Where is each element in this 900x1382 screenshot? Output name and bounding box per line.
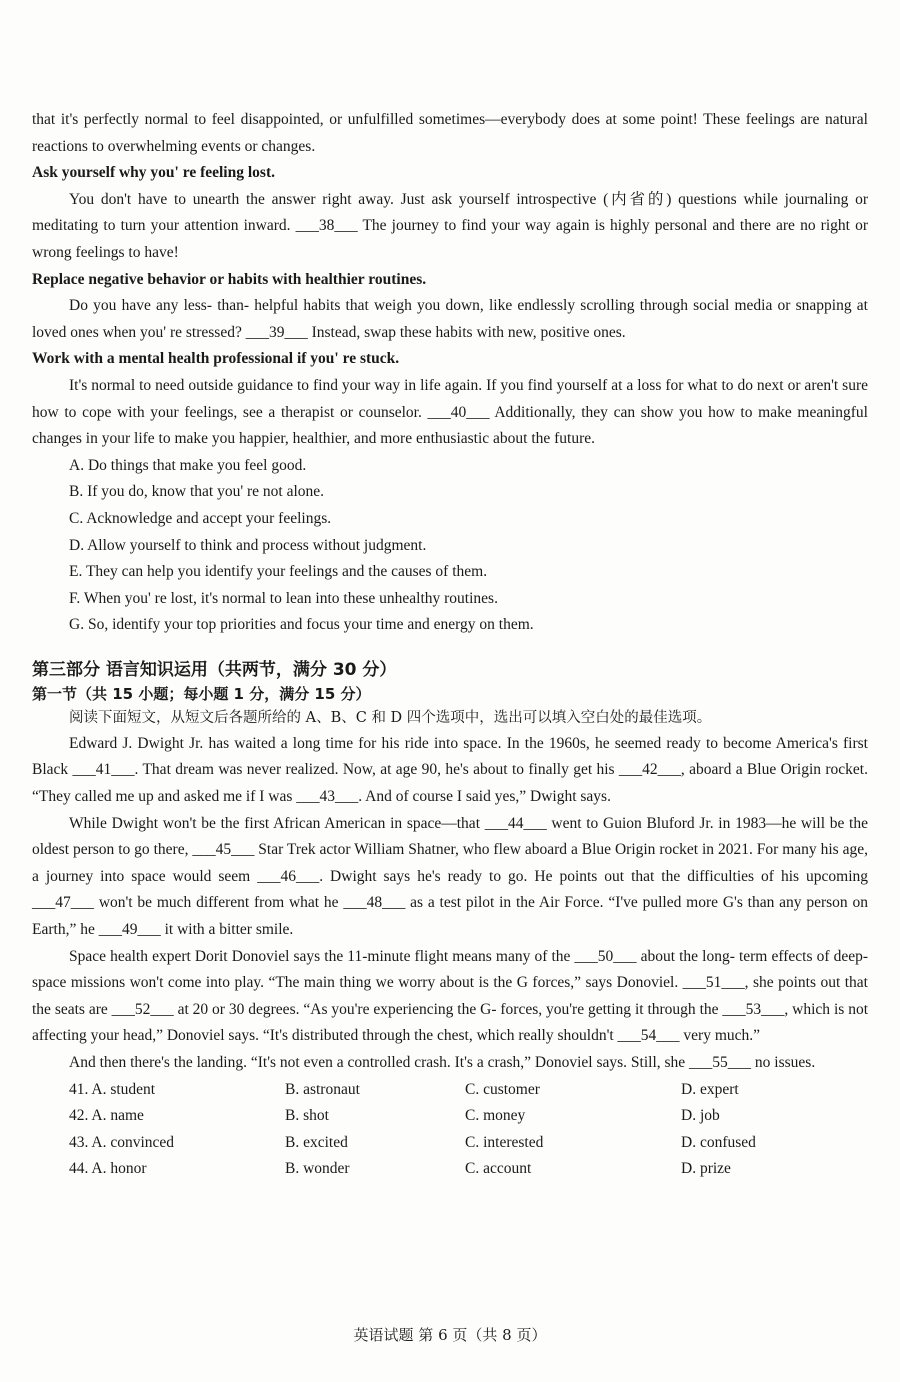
cloze-paragraph: Space health expert Dorit Donoviel says the 11-minute flight means many of the ___50___ about the long- term effects of deep-space missions won't come into play. “The main thing we worry about is the G forces,” says Donoviel. ___51___, she points out that the seats are ___52___ at 20 or 30 degrees. “As you're experiencing the G- forces, you're getting it through the ___53___, which is not affecting your head,” Donoviel says. “It's distributed through the chest, which really shouldn't ___54___ very much.” <box>32 947 868 1045</box>
choice-item: B. wonder <box>285 1160 350 1178</box>
choice-item: D. expert <box>681 1080 739 1098</box>
paragraph-professional: It's normal to need outside guidance to find your way in life again. If you find yourself at a loss for what to do next or aren't sure how to cope with your feelings, see a therapist or counselor. ___40___ Additionally, they can show you how to make meaningful changes in your life to make you happier, healthier, and more enthusiastic about the future. <box>32 376 868 448</box>
subheading-professional: Work with a mental health professional if you' re stuck. <box>32 350 400 368</box>
subheading-replace-habits: Replace negative behavior or habits with healthier routines. <box>32 270 427 288</box>
paragraph-intro-continued: that it's perfectly normal to feel disappointed, or unfulfilled sometimes—everybody does at some point! These feelings are natural reactions to overwhelming events or changes. <box>32 111 868 155</box>
paragraph-ask-yourself: You don't have to unearth the answer right away. Just ask yourself introspective (内省的) questions while journaling or meditating to turn your attention inward. ___38___ The journey to find your way again is highly personal and there are no right or wrong feelings to have! <box>32 190 868 261</box>
choice-item: B. shot <box>285 1107 329 1125</box>
cloze-paragraph: Edward J. Dwight Jr. has waited a long time for his ride into space. In the 1960s, he seemed ready to become America's first Black ___41___. That dream was never realized. Now, at age 90, he's about to finally get his ___42___, aboard a Blue Origin rocket. “They called me up and asked me if I was ___43___. And of course I said yes,” Dwight says. <box>32 734 868 806</box>
choice-item: B. excited <box>285 1133 348 1151</box>
option-item: F. When you' re lost, it's normal to lean into these unhealthy routines. <box>69 589 498 607</box>
choice-item: 42. A. name <box>69 1107 144 1125</box>
choice-item: D. prize <box>681 1160 731 1178</box>
choice-item: 41. A. student <box>69 1080 156 1098</box>
choice-item: 43. A. convinced <box>69 1133 175 1151</box>
option-item: B. If you do, know that you' re not alone. <box>69 483 325 501</box>
option-item: E. They can help you identify your feelings and the causes of them. <box>69 563 488 581</box>
page-content <box>32 107 868 1183</box>
subheading-ask-yourself: Ask yourself why you' re feeling lost. <box>32 164 275 182</box>
option-item: D. Allow yourself to think and process without judgment. <box>69 536 427 554</box>
paragraph-replace-habits: Do you have any less- than- helpful habits that weigh you down, like endlessly scrolling through social media or snapping at loved ones when you' re stressed? ___39___ Instead, swap these habits with new, positive ones. <box>32 297 868 341</box>
section-gap <box>32 639 868 657</box>
choice-item: C. account <box>465 1160 532 1178</box>
option-list <box>32 453 868 639</box>
choice-item: C. money <box>465 1107 526 1125</box>
question-choices <box>32 1077 868 1183</box>
section-one-title: 第一节（共 15 小题；每小题 1 分，满分 15 分） <box>32 684 371 703</box>
option-item: C. Acknowledge and accept your feelings. <box>69 509 332 527</box>
instruction-text: 阅读下面短文，从短文后各题所给的 A、B、C 和 D 四个选项中，选出可以填入空白处的最佳选项。 <box>69 709 712 726</box>
choice-item: C. customer <box>465 1080 540 1098</box>
part-three-title: 第三部分 语言知识运用（共两节，满分 30 分） <box>32 659 397 680</box>
option-item: G. So, identify your top priorities and focus your time and energy on them. <box>69 616 534 634</box>
option-item: A. Do things that make you feel good. <box>69 456 307 474</box>
cloze-paragraph: And then there's the landing. “It's not even a controlled crash. It's a crash,” Donoviel says. Still, she ___55___ no issues. <box>69 1054 816 1071</box>
choice-item: D. confused <box>681 1133 756 1151</box>
choice-item: 44. A. honor <box>69 1160 147 1178</box>
choice-item: C. interested <box>465 1133 544 1151</box>
choice-item: B. astronaut <box>285 1080 360 1098</box>
choice-item: D. job <box>681 1107 720 1125</box>
page-footer: 英语试题 第 6 页（共 8 页） <box>353 1326 547 1344</box>
cloze-paragraph: While Dwight won't be the first African American in space—that ___44___ went to Guion Bluford Jr. in 1983—he will be the oldest person to go there, ___45___ Star Trek actor William Shatner, who flew aboard a Blue Origin rocket in 2021. For many his age, a journey into space would seem ___46___. Dwight says he's ready to go. He points out that the difficulties of his upcoming ___47___ won't be much different from what he ___48___ as a test pilot in the Air Force. “I've pulled more G's than any person on Earth,” he ___49___ it with a bitter smile. <box>32 814 868 939</box>
